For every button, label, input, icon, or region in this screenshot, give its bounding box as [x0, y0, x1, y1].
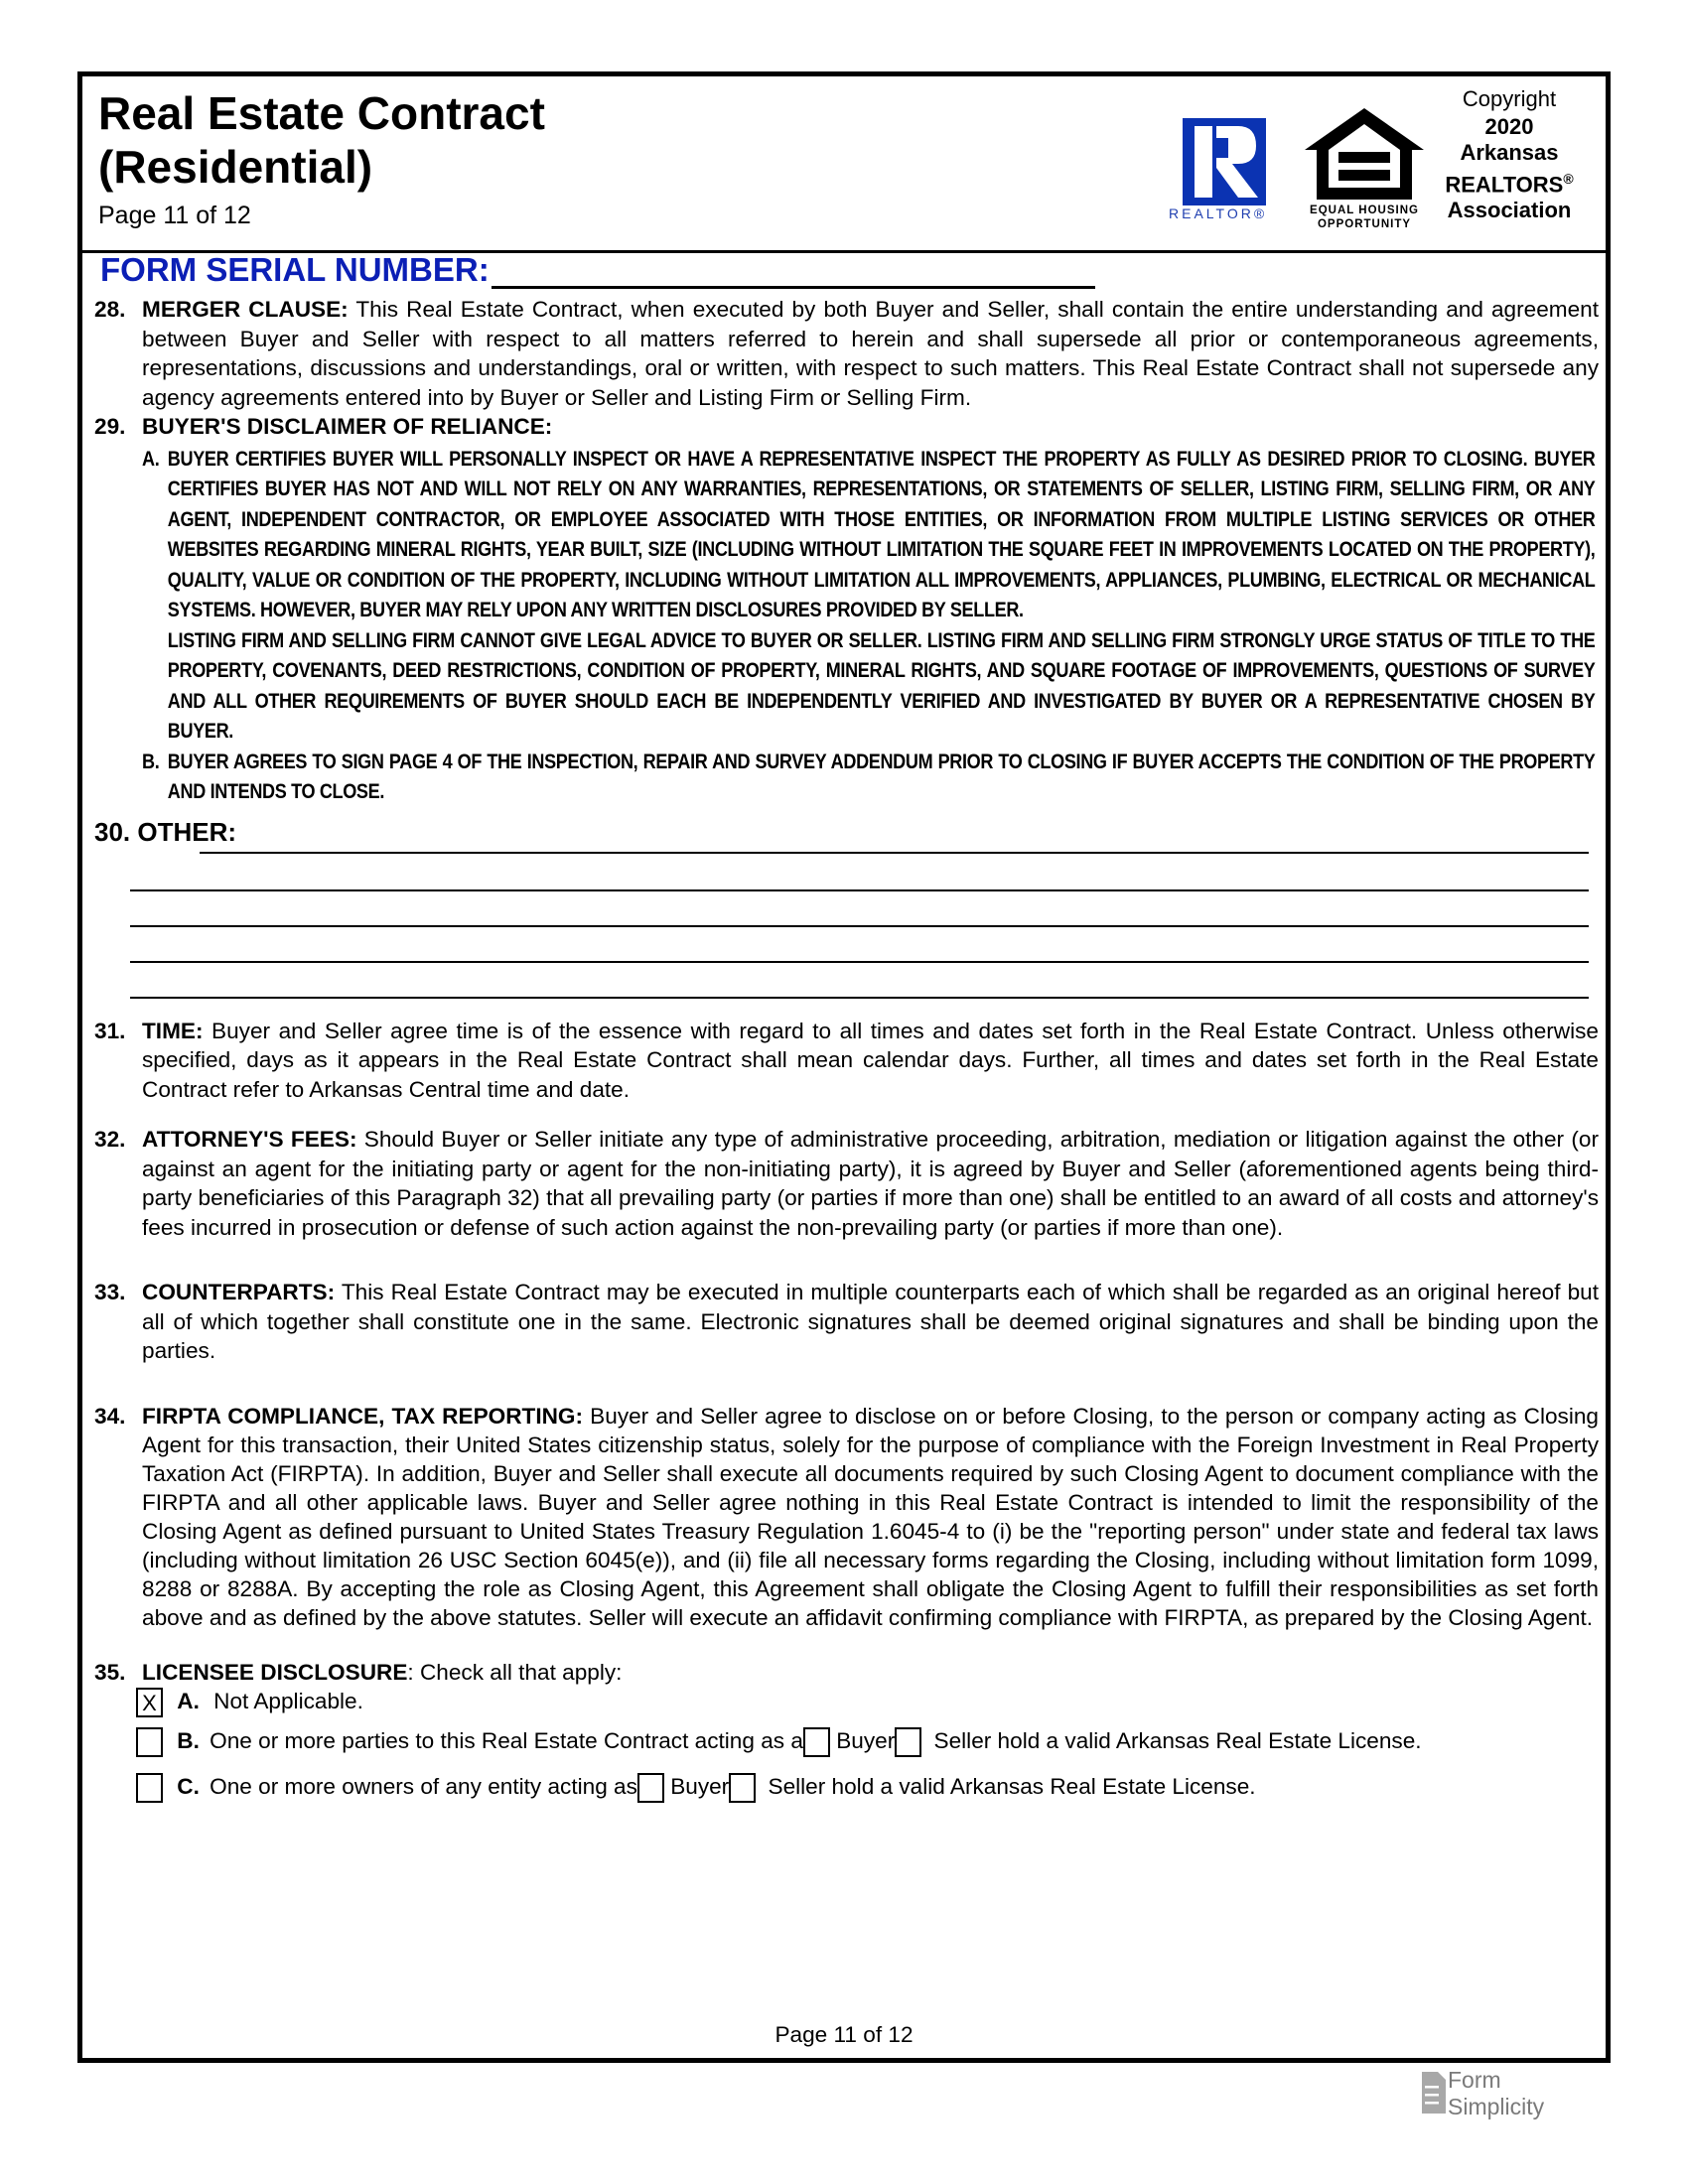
form-simplicity-brand: [1448, 2067, 1544, 2120]
option-label: C.: [177, 1774, 200, 1799]
copyright-org-2-text: REALTORS: [1445, 172, 1564, 198]
header: [82, 76, 1606, 253]
other-line-1[interactable]: [200, 830, 1589, 854]
seller-text: Seller hold a valid Arkansas Real Estate License.: [933, 1728, 1422, 1753]
section-number: 31.: [94, 1018, 126, 1043]
licensee-options: [94, 1687, 1599, 1818]
item-label: A.: [142, 447, 160, 471]
page-title: [98, 86, 545, 194]
section-29-items: [94, 445, 1599, 808]
item-text: LISTING FIRM AND SELLING FIRM CANNOT GIVE LEGAL ADVICE TO BUYER OR SELLER. LISTING FIRM AND SELLING FIRM STRONGLY URGE STATUS OF TITLE TO THE PROPERTY, COVENANTS, DEED RESTRICTIONS, CONDITION OF PROPERTY, MINERAL RIGHTS, AND SQUARE FOOTAGE OF IMPROVEMENTS, QUESTIONS OF SURVEY AND ALL OTHER REQUIREMENTS OF BUYER SHOULD EACH BE INDEPENDENTLY VERIFIED AND INVESTIGATED BY BUYER OR A REPRESENTATIVE CHOSEN BY BUYER.: [167, 628, 1596, 743]
section-32: [94, 1125, 1599, 1242]
form-serial-number: [100, 251, 1095, 289]
section-heading: LICENSEE DISCLOSURE: [142, 1659, 408, 1685]
licensee-option-c: [136, 1772, 1599, 1818]
copyright-block: [1435, 84, 1584, 223]
item-label: B.: [142, 750, 160, 773]
other-line-5[interactable]: [130, 975, 1589, 999]
section-text: This Real Estate Contract may be executed in multiple counterparts each of which shall be regarded as an original hereof but all of which together shall constitute one in the same. Electronic signatures shall be deemed original signatures and shall be binding upon the parties.: [142, 1280, 1599, 1363]
other-line-2[interactable]: [130, 868, 1589, 891]
contract-body: [94, 295, 1599, 1818]
section-heading-text: OTHER:: [137, 816, 237, 847]
checkbox-owners-licensed[interactable]: [136, 1773, 163, 1803]
checkbox-c-seller[interactable]: [729, 1773, 756, 1803]
copyright-year: 2020: [1484, 114, 1534, 139]
section-heading: FIRPTA COMPLIANCE, TAX REPORTING:: [142, 1403, 584, 1429]
option-label: B.: [177, 1728, 200, 1753]
realtor-logo-icon: [1177, 114, 1270, 213]
section-text: Buyer and Seller agree to disclose on or before Closing, to the person or company acting as Closing Agent for this transaction, their United States citizenship status, solely for the purpose of compliance with the Foreign Investment in Real Property Taxation Act (FIRPTA). In addition, Buyer and Seller shall execute all documents required by such Closing Agent to document compliance with the FIRPTA and all other applicable laws. Buyer and Seller agree nothing in this Real Estate Contract is intended to limit the responsibility of the Closing Agent as defined pursuant to United States Treasury Regulation 1.6045-4 to (i) be the "reporting person" under state and federal tax laws (including without limitation 26 USC Section 6045(e)), and (ii) file all necessary forms regarding the Closing, including without limitation form 1099, 8288 or 8288A. By accepting the role as Closing Agent, this Agreement shall obligate the Closing Agent to fulfill their responsibilities as set forth above and as defined by the above statutes. Seller will execute an affidavit confirming compliance with FIRPTA, as prepared by the Closing Agent.: [142, 1403, 1599, 1630]
section-31: [94, 1017, 1599, 1105]
section-29-a-para-2: [142, 626, 1595, 748]
checkbox-parties-licensed[interactable]: [136, 1727, 163, 1757]
copyright-org-3: Association: [1447, 198, 1572, 223]
section-number: 32.: [94, 1127, 126, 1152]
equal-housing-icon: [1301, 104, 1428, 204]
section-33: [94, 1278, 1599, 1366]
copyright-label: Copyright: [1462, 86, 1557, 111]
option-text: One or more parties to this Real Estate Contract acting as a: [210, 1728, 803, 1753]
serial-number-field[interactable]: [492, 256, 1095, 289]
section-35: [94, 1658, 1599, 1688]
copyright-org-2: [1435, 166, 1584, 198]
section-28: [94, 295, 1599, 412]
realtor-logo-text: REALTOR®: [1169, 205, 1268, 221]
section-heading: COUNTERPARTS:: [142, 1280, 336, 1304]
section-text: This Real Estate Contract, when executed by both Buyer and Seller, shall contain the entire understanding and agreement between Buyer and Seller with respect to all matters referred to herein and shall supersede all prior or contemporaneous agreements, representations, discussions and understandings, oral or written, with respect to such matters. This Real Estate Contract shall not supersede any agency agreements entered into by Buyer or Seller and Listing Firm or Selling Firm.: [142, 297, 1600, 410]
eho-line-1: EQUAL HOUSING: [1310, 205, 1419, 216]
option-text: Not Applicable.: [213, 1689, 363, 1713]
title-line-2: (Residential): [98, 141, 373, 193]
document-icon: [1422, 2072, 1446, 2118]
section-number: 34.: [94, 1403, 126, 1429]
licensee-option-a: [136, 1687, 1599, 1726]
section-number: 35.: [94, 1659, 126, 1685]
title-line-1: Real Estate Contract: [98, 87, 545, 139]
option-label: A.: [177, 1689, 200, 1713]
checkbox-b-buyer[interactable]: [803, 1727, 830, 1757]
section-34: [94, 1402, 1599, 1632]
eho-line-2: OPPORTUNITY: [1317, 218, 1412, 230]
other-line-4[interactable]: [130, 939, 1589, 963]
section-number: 29.: [94, 414, 126, 439]
section-30: [94, 818, 1599, 993]
checkbox-c-buyer[interactable]: [637, 1773, 664, 1803]
serial-label: FORM SERIAL NUMBER:: [100, 251, 490, 288]
other-line-3[interactable]: [130, 903, 1589, 927]
brand-line-2: Simplicity: [1448, 2094, 1545, 2119]
checkbox-b-seller[interactable]: [895, 1727, 921, 1757]
section-number: 28.: [94, 297, 126, 322]
section-29: [94, 412, 1599, 442]
item-text: BUYER CERTIFIES BUYER WILL PERSONALLY INSPECT OR HAVE A REPRESENTATIVE INSPECT THE PROPERTY AS FULLY AS DESIRED PRIOR TO CLOSING. BUYER CERTIFIES BUYER HAS NOT AND WILL NOT RELY ON ANY WARRANTIES, REPRESENTATIONS, OR STATEMENTS OF SELLER, LISTING FIRM, SELLING FIRM, OR ANY AGENT, INDEPENDENT CONTRACTOR, OR EMPLOYEE ASSOCIATED WITH THOSE ENTITIES, OR INFORMATION FROM MULTIPLE LISTING SERVICES OR OTHER WEBSITES REGARDING MINERAL RIGHTS, YEAR BUILT, SIZE (INCLUDING WITHOUT LIMITATION THE SQUARE FEET IN IMPROVEMENTS LOCATED ON THE PROPERTY), QUALITY, VALUE OR CONDITION OF THE PROPERTY, INCLUDING WITHOUT LIMITATION ALL IMPROVEMENTS, APPLIANCES, PLUMBING, ELECTRICAL OR MECHANICAL SYSTEMS. HOWEVER, BUYER MAY RELY UPON ANY WRITTEN DISCLOSURES PROVIDED BY SELLER.: [167, 447, 1596, 621]
section-number: 33.: [94, 1280, 126, 1304]
section-heading: TIME:: [142, 1018, 204, 1043]
section-heading: ATTORNEY'S FEES:: [142, 1127, 357, 1152]
section-intro: : Check all that apply:: [407, 1659, 623, 1685]
buyer-label: Buyer: [670, 1774, 730, 1799]
section-29-a-para-1: [142, 445, 1595, 626]
equal-housing-text: [1301, 204, 1428, 231]
registered-mark: ®: [1563, 171, 1574, 187]
buyer-label: Buyer: [836, 1728, 896, 1753]
page-number-bottom: Page 11 of 12: [774, 2022, 914, 2047]
section-text: Should Buyer or Seller initiate any type of administrative proceeding, arbitration, mediation or litigation against the other (or against an agent for the initiating party or agent for the non-initiating party), it is agreed by Buyer and Seller (aforementioned agents being third-party beneficiaries of this Paragraph 32) that all prevailing party (or parties if more than one) shall be entitled to an award of all costs and attorney's fees incurred in prosecution or defense of such action against the non-prevailing party (or parties if more than one).: [142, 1127, 1599, 1240]
section-29-b: [142, 748, 1595, 808]
document-frame: [77, 71, 1611, 2063]
copyright-org-1: Arkansas: [1460, 140, 1559, 165]
section-29-a: [142, 445, 1595, 808]
licensee-option-b: [136, 1726, 1599, 1772]
section-heading: BUYER'S DISCLAIMER OF RELIANCE:: [142, 414, 553, 439]
section-text: Buyer and Seller agree time is of the essence with regard to all times and dates set forth in the Real Estate Contract. Unless otherwise specified, days as it appears in the Real Estate Contract shall mean calendar days. Further, all times and dates set forth in the Real Estate Contract refer to Arkansas Central time and date.: [142, 1018, 1599, 1102]
section-heading: MERGER CLAUSE:: [142, 297, 349, 322]
section-number: 30.: [94, 816, 131, 847]
item-text: BUYER AGREES TO SIGN PAGE 4 OF THE INSPECTION, REPAIR AND SURVEY ADDENDUM PRIOR TO CLOSING IF BUYER ACCEPTS THE CONDITION OF THE PROPERTY AND INTENDS TO CLOSE.: [167, 750, 1596, 803]
page-number-top: Page 11 of 12: [98, 202, 251, 229]
checkbox-not-applicable[interactable]: X: [136, 1688, 163, 1717]
seller-text: Seller hold a valid Arkansas Real Estate License.: [768, 1774, 1256, 1799]
brand-line-1: Form: [1448, 2067, 1501, 2093]
option-text: One or more owners of any entity acting as: [210, 1774, 637, 1799]
